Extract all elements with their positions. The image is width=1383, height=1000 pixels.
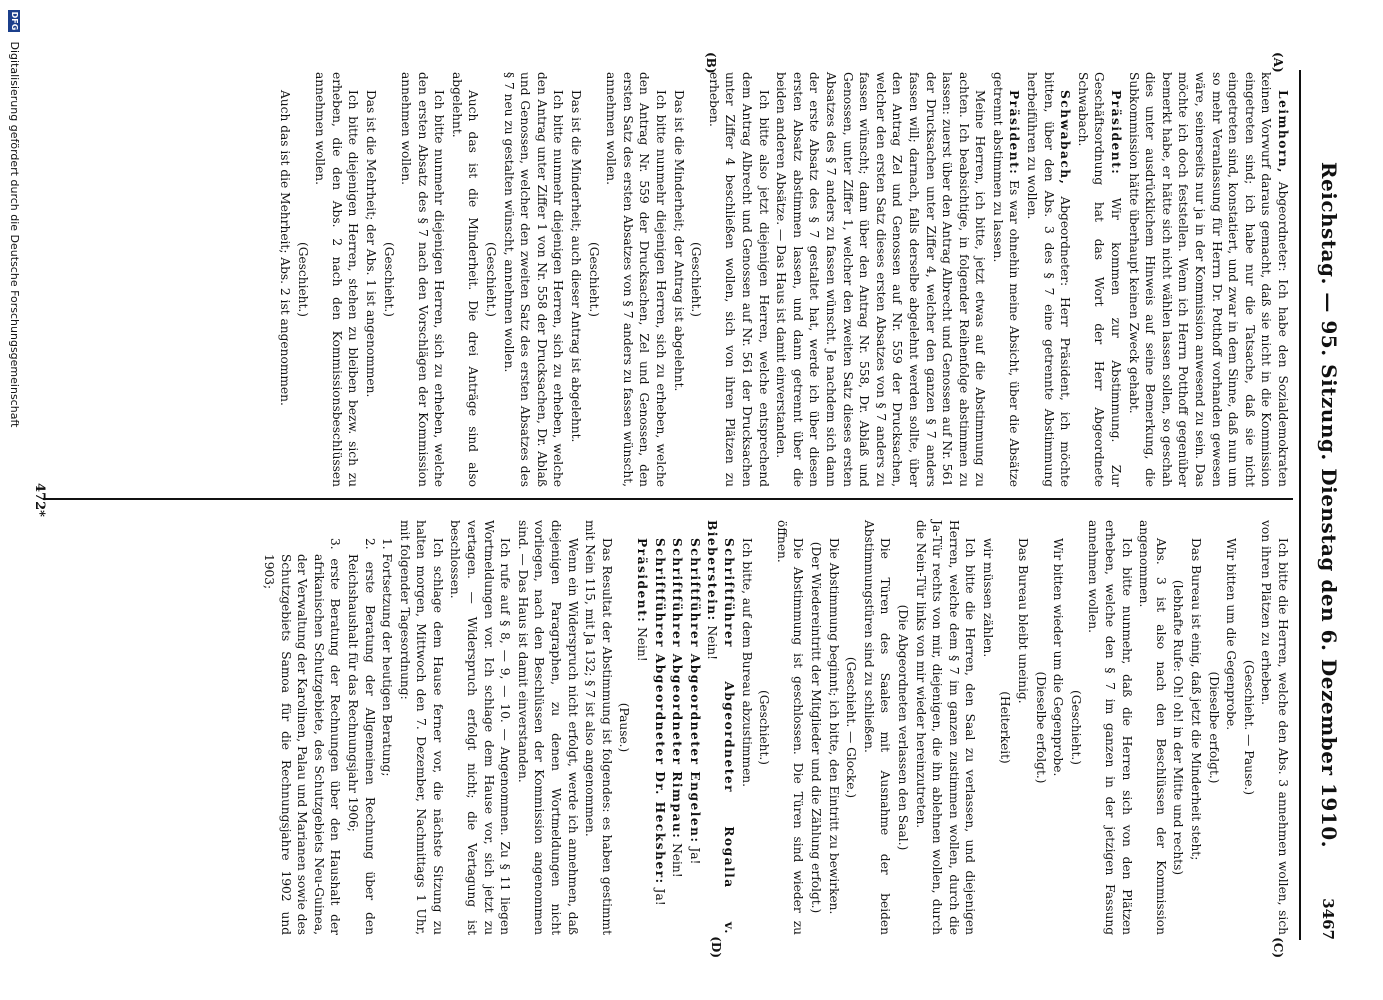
agenda-item: 1. Fortsetzung der heutigen Beratung;: [380, 538, 395, 777]
paragraph-text: Die Abstimmung beginnt; ich bitte, den Eintritt zu bewirken.: [826, 538, 841, 915]
paragraph: [738, 520, 755, 935]
paragraph: [396, 520, 446, 935]
paragraph: [705, 72, 771, 487]
paragraph: [582, 520, 615, 935]
speaker-name: Schriftführer Abgeordneter Dr. Hecksher:: [652, 538, 667, 885]
paragraph: [1125, 72, 1291, 487]
right-column: [259, 520, 1291, 935]
stage-direction: (Geschieht.): [689, 241, 704, 318]
stage-direction: (Geschieht. — Glocke.): [844, 656, 859, 799]
dfg-logo: DFG: [10, 11, 19, 31]
paragraph-text: Wir bitten um die Gegenprobe.: [1224, 538, 1239, 731]
paragraph-text: Auch das ist die Mehrheit; Abs. 2 ist angenommen.: [277, 90, 292, 406]
paragraph-text: Ich schlage dem Hause ferner vor, die nächste Sitzung zu halten morgen, Mittwoch den 7. Dezember, Nachmittags 1 Uhr, mit folgender Tagesordnung:: [397, 520, 445, 935]
margin-marker-c: (C): [1271, 937, 1285, 958]
paragraph-text: Nein!: [635, 623, 650, 662]
footer-note: [5, 10, 21, 990]
speaker-name: Schriftführer Abgeordneter Rimpau:: [670, 538, 685, 840]
paragraph-text: Das Resultat der Abstimmung ist folgendes: es haben gestimmt mit Nein 115, mit Ja 132; § 7 ist also angenommen.: [583, 520, 614, 935]
margin-marker-b: (B): [704, 52, 718, 74]
column-divider: [43, 498, 1293, 500]
paragraph: [1015, 520, 1032, 935]
paragraph: [1223, 520, 1240, 935]
paragraph: [567, 72, 584, 487]
paragraph-text: wir müssen zählen.: [980, 538, 995, 658]
speaker-name: Schwabach,: [1058, 90, 1073, 186]
footer-note-text: Digitalisierung gefördert durch die Deutsche Forschungsgemeinschaft: [8, 41, 21, 428]
speaker-name: Präsident:: [635, 538, 650, 624]
left-column: [275, 72, 1291, 487]
stage-direction: (Dieselbe erfolgt.): [1206, 671, 1221, 784]
agenda-item: 2. erste Beratung der Allgemeinen Rechnung über den Reichshaushalt für das Rechnungsjahr 1906;: [345, 538, 377, 935]
speaker-name: Leimhorn,: [1276, 90, 1290, 174]
speaker-name: Schriftführer Abgeordneter Rogalla v. Bieberstein:: [705, 520, 736, 935]
paragraph: [773, 72, 989, 487]
paragraph: [1187, 520, 1204, 935]
stage-direction: (Heiterkeit): [998, 691, 1013, 764]
paragraph-text: Ich bitte nunmehr diejenigen Herren, sich zu erheben, welche den Antrag Nr. 559 der Drucksachen, Zel und Genossen, den ersten Satz des ersten Absatzes von § 7 anders zu fassen wünscht, annehmen wollen.: [604, 72, 669, 487]
stage-direction: (Die Abgeordneten verlassen den Saal.): [895, 604, 910, 851]
speaker-name: Präsident:: [1109, 90, 1124, 176]
header-rule: [1299, 70, 1301, 940]
paragraph: [362, 72, 379, 487]
paragraph-text: Es war ohnehin meine Absicht, über die Absätze getrennt abstimmen zu lassen.: [990, 72, 1022, 487]
paragraph-text: Wenn ein Widerspruch nicht erfolgt, werde ich annehmen, daß diejenigen Paragraphen, zu denen Wortmeldungen nicht vorliegen, nach den Beschlüssen der Kommission angenommen sind. — Das Haus ist damit einverstanden.: [515, 520, 580, 935]
paragraph: [276, 72, 293, 487]
page-header: [1303, 70, 1343, 940]
paragraph-text: Ich bitte nunmehr, daß die Herren sich von den Plätzen erheben, welche den § 7 im ganzen in der jetzigen Fassung annehmen wollen.: [1086, 520, 1134, 935]
paragraph-text: Wir kommen zur Abstimmung. Zur Geschäftsordnung hat das Wort der Herr Abgeordnete Schwabach.: [1075, 72, 1124, 487]
paragraph: [1258, 520, 1291, 935]
paragraph-text: Ja!: [652, 884, 667, 906]
paragraph-text: Das ist die Mehrheit; der Abs. 1 ist angenommen.: [363, 90, 378, 398]
paragraph: [979, 520, 996, 935]
paragraph: [989, 72, 1022, 487]
paragraph-text: Das Bureau ist einig, daß jetzt die Minderheit steht;: [1189, 538, 1204, 861]
footer-page-mark: 472*: [32, 483, 47, 517]
paragraph-text: Nein!: [670, 839, 685, 878]
stage-direction: (Geschieht. — Pause.): [1241, 659, 1256, 796]
paragraph: [447, 520, 513, 935]
paragraph-text: Abs. 3 ist also nach den Beschlüssen der Kommission angenommen.: [1137, 520, 1168, 935]
speaker-name: Schriftführer Abgeordneter Engelen:: [687, 538, 702, 844]
paragraph-text: Wir bitten wieder um die Gegenprobe.: [1051, 538, 1066, 777]
stage-direction: (Geschieht.): [586, 241, 601, 318]
paragraph: [1136, 520, 1169, 935]
paragraph-text: Das ist die Minderheit; der Antrag ist abgelehnt.: [671, 90, 686, 392]
stage-direction: (Geschieht.): [295, 241, 310, 318]
paragraph: [773, 520, 806, 935]
stage-direction: (Dieselbe erfolgt.): [1033, 671, 1048, 784]
paragraph: [1085, 520, 1135, 935]
paragraph: [448, 72, 481, 487]
paragraph-text: Ich bitte die Herren, den Saal zu verlassen, und diejenigen Herren, welche dem § 7 im ganzen zustimmen wollen, durch die Ja-Tür rechts von mir, diejenigen, die ihn ablehnen wollen, durch die Nein-Tür links von mir wieder hereinzutreten.: [913, 520, 978, 935]
paragraph-text: Ich bitte also jetzt diejenigen Herren, welche entsprechend dem Antrag Albrecht und Genossen auf Nr. 561 der Drucksachen unter Ziffer 4 beschließen wollen, sich von ihren Plätzen zu erheben.: [706, 72, 771, 487]
paragraph-text: Ich bitte nunmehr diejenigen Herren, sich zu erheben, welche den Antrag unter Ziffer 1 von Nr. 558 der Drucksachen, Dr. Ablaß und Genossen, welcher den zweiten Satz des ersten Absatzes des § 7 neu zu gestalten wünscht, annehmen wollen.: [501, 72, 566, 487]
paragraph: [398, 72, 448, 487]
paragraph-text: Ich bitte, auf dem Bureau abzustimmen.: [739, 538, 754, 788]
stage-direction: (Geschieht.): [757, 689, 772, 766]
paragraph-text: Das ist die Minderheit; auch dieser Antrag ist abgelehnt.: [569, 90, 584, 443]
paragraph-text: Ich bitte nunmehr diejenigen Herren, sich zu erheben, welche den ersten Absatz des § 7 nach den Vorschlägen der Kommission annehmen wollen.: [399, 72, 447, 487]
paragraph-text: Ich bitte diejenigen Herren, stehen zu bleiben bezw. sich zu erheben, die den Abs. 2 nach den Kommissionsbeschlüssen annehmen wollen.: [313, 72, 361, 487]
paragraph: [686, 520, 703, 935]
paragraph-text: Ich rufe auf § 8, — 9, — 10. — Angenommen. Zu § 11 liegen Wortmeldungen vor. Ich schlage dem Hause vor, sich jetzt zu vertagen. — Widerspruch erfolgt nicht; die Vertagung ist beschlossen.: [448, 520, 513, 935]
paragraph: [1050, 520, 1067, 935]
stage-direction: (Pause.): [617, 702, 632, 753]
paragraph: [514, 520, 580, 935]
paragraph-text: Abgeordneter: Herr Präsident, ich möchte bitten, über den Abs. 3 des § 7 eine getrennte Abstimmung herbeiführen zu wollen.: [1025, 72, 1073, 487]
paragraph: [633, 520, 650, 935]
stage-direction: (Geschieht.): [1068, 689, 1083, 766]
paragraph-text: Die Abstimmung ist geschlossen. Die Türen sind wieder zu öffnen.: [774, 520, 806, 935]
paragraph: [500, 72, 566, 487]
paragraph: [669, 520, 686, 935]
paragraph-text: Die Türen des Saales mit Ausnahme der beiden Abstimmungstüren sind zu schließen.: [861, 520, 893, 935]
page-title: Reichstag. — 95. Sitzung. Dienstag den 6. Dezember 1910.: [1317, 161, 1341, 849]
page-number: 3467: [1319, 898, 1337, 940]
speaker-name: Präsident:: [1007, 90, 1022, 176]
paragraph: [825, 520, 842, 935]
paragraph-text: Ich bitte die Herren, welche den Abs. 3 annehmen wollen, sich von ihren Plätzen zu erheben.: [1259, 520, 1290, 935]
paragraph-text: Meine Herren, ich bitte, jetzt etwas auf die Abstimmung zu achten. Ich beabsichtige, in folgender Reihenfolge abstimmen zu lassen: zuerst über den Antrag Albrecht und Genossen auf Nr. 561 der Drucksachen unter Ziffer 4, welcher den ganzen § 7 anders fassen will; darnach, falls derselbe abgelehnt werden sollte, über den Antrag Zel und Genossen auf Nr. 559 der Drucksachen, welcher den ersten Satz dieses ersten Absatzes von § 7 anders zu fassen wünscht; dann über den Antrag Nr. 558, Dr. Ablaß und Genossen, unter Ziffer 1, welcher den zweiten Satz dieses ersten Absatzes des § 7 anders zu fassen wünscht. Je nachdem sich dann der erste Absatz des § 7 gestaltet hat, werde ich über diesen ersten Absatz abstimmen lassen, und dann getrennt über die beiden anderen Absätze. — Das Haus ist damit einverstanden.: [774, 72, 988, 487]
paragraph-text: Nein!: [705, 621, 720, 661]
paragraph-text: Ja!: [687, 843, 702, 865]
paragraph: [912, 520, 978, 935]
paragraph: [704, 520, 737, 935]
margin-marker-d: (D): [709, 936, 723, 958]
paragraph: [603, 72, 669, 487]
paragraph: [651, 520, 668, 935]
paragraph: [312, 72, 362, 487]
stage-direction: (lebhafte Rufe: Oh! oh! in der Mitte und rechts): [1171, 579, 1186, 876]
margin-marker-a: (A): [1271, 52, 1285, 73]
agenda-item: 3. erste Beratung der Rechnungen über den Haushalt der afrikanischen Schutzgebiete, des Schutzgebiets Neu-Guinea, der Verwaltung der Karolinen, Palau und Marianen sowie des Schutzgebiets Samoa für die Rechnungsjahre 1902 und 1903;: [261, 538, 343, 935]
stage-direction: (Geschieht.): [484, 241, 499, 318]
paragraph: [670, 72, 687, 487]
paragraph: [1074, 72, 1124, 487]
paragraph-text: Das Bureau bleibt uneinig.: [1016, 538, 1031, 704]
stage-direction: (Geschieht.): [381, 241, 396, 318]
paragraph-text: Auch das ist die Minderheit. Die drei Anträge sind also abgelehnt.: [449, 72, 481, 487]
paragraph: [860, 520, 893, 935]
paragraph-text: Abgeordneter: Ich habe den Sozialdemokraten keinen Vorwurf daraus gemacht, daß sie nicht in die Kommission eingetreten sind; ich habe nur die Tatsache, daß sie nicht eingetreten sind, konstatiert, und zwar in dem Sinne, daß nun um so mehr Veranlassung für Herrn Dr. Potthoff vorhanden gewesen wäre, seinerseits nur ja in der Kommission anwesend zu sein. Das möchte ich doch feststellen. Wenn ich Herrn Potthoff gegenüber bemerkt habe, er hätte sich nicht wählen lassen sollen, so geschah dies unter ausdrücklichem Hinweis auf seine Bemerkung, die Subkommission hätte überhaupt keinen Zweck gehabt.: [1126, 72, 1290, 487]
stage-direction: (Der Wiedereintritt der Mitglieder und die Zählung erfolgt.): [808, 541, 823, 914]
paragraph: [1024, 72, 1074, 487]
